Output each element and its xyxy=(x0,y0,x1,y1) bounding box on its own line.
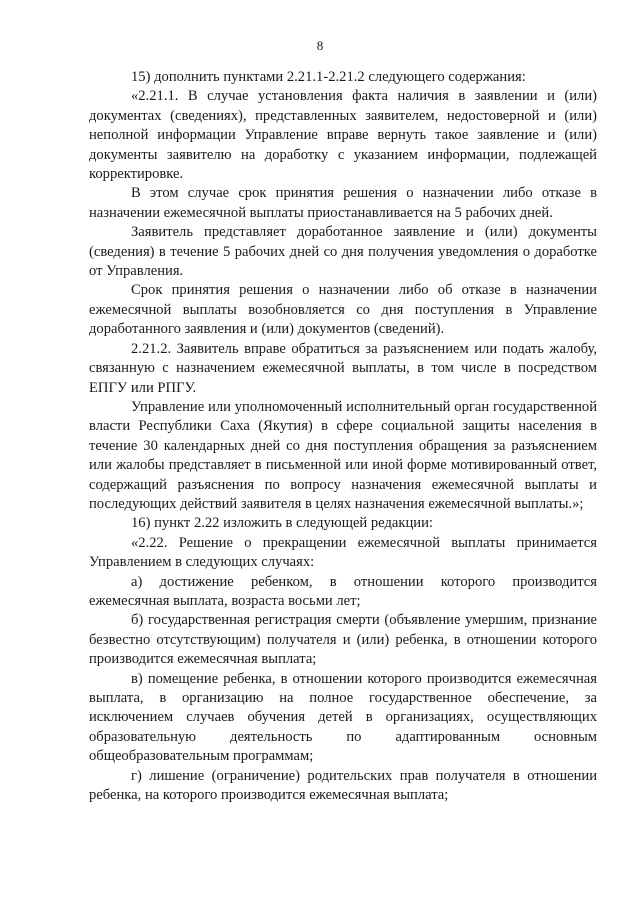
paragraph-suspension-term: В этом случае срок принятия решения о назначении либо отказе в назначении ежемесячной выплаты приостанавливается на 5 рабочих дней. xyxy=(89,185,597,221)
paragraph-2-21-2: 2.21.2. Заявитель вправе обратиться за разъяснением или подать жалобу, связанную с назначением ежемесячной выплаты, в том числе в посредством ЕПГУ или РПГУ. xyxy=(89,340,597,396)
paragraph-revised-submission: Заявитель представляет доработанное заявление и (или) документы (сведения) в течение 5 рабочих дней со дня получения уведомления о доработке от Управления. xyxy=(89,224,597,280)
paragraph-16-intro: 16) пункт 2.22 изложить в следующей редакции: xyxy=(131,515,433,532)
page-number: 8 xyxy=(316,38,324,53)
document-body xyxy=(89,68,597,805)
paragraph-term-resumption: Срок принятия решения о назначении либо об отказе в назначении ежемесячной выплаты возобновляется со дня поступления в Управление доработанного заявления и (или) документов (сведений). xyxy=(89,282,597,338)
list-item-b: б) государственная регистрация смерти (объявление умершим, признание безвестно отсутствующим) получателя и (или) ребенка, в отношении которого производится ежемесячная выплата; xyxy=(89,612,597,668)
list-item-v: в) помещение ребенка, в отношении которого производится ежемесячная выплата, в организацию на полное государственное обеспечение, за исключением случаев обучения детей в организациях, осуществляющих образовательную деятельность по адаптированным основным общеобразовательным программам; xyxy=(89,670,597,765)
paragraph-2-21-1: «2.21.1. В случае установления факта наличия в заявлении и (или) документах (сведениях), представленных заявителем, недостоверной и (или) неполной информации Управление вправе вернуть такое заявление и (или) документы заявителю на доработку с указанием информации, подлежащей корректировке. xyxy=(89,88,597,183)
list-item-g: г) лишение (ограничение) родительских прав получателя в отношении ребенка, на которого производится ежемесячная выплата; xyxy=(89,767,597,804)
paragraph-response: Управление или уполномоченный исполнительный орган государственной власти Республики Саха (Якутия) в сфере социальной защиты населения в течение 30 календарных дней со дня поступления обращения за разъяснением или жалобы представляет в письменной или иной форме мотивированный ответ, содержащий разъяснения по вопросу назначения ежемесячной выплаты и последующих действий заявителя в целях назначения ежемесячной выплаты.»; xyxy=(89,398,597,512)
list-item-a: а) достижение ребенком, в отношении которого производится ежемесячная выплата, возраста восьми лет; xyxy=(89,573,597,609)
paragraph-15-intro: 15) дополнить пунктами 2.21.1-2.21.2 следующего содержания: xyxy=(131,69,526,85)
paragraph-2-22: «2.22. Решение о прекращении ежемесячной выплаты принимается Управлением в следующих случаях: xyxy=(89,534,597,571)
